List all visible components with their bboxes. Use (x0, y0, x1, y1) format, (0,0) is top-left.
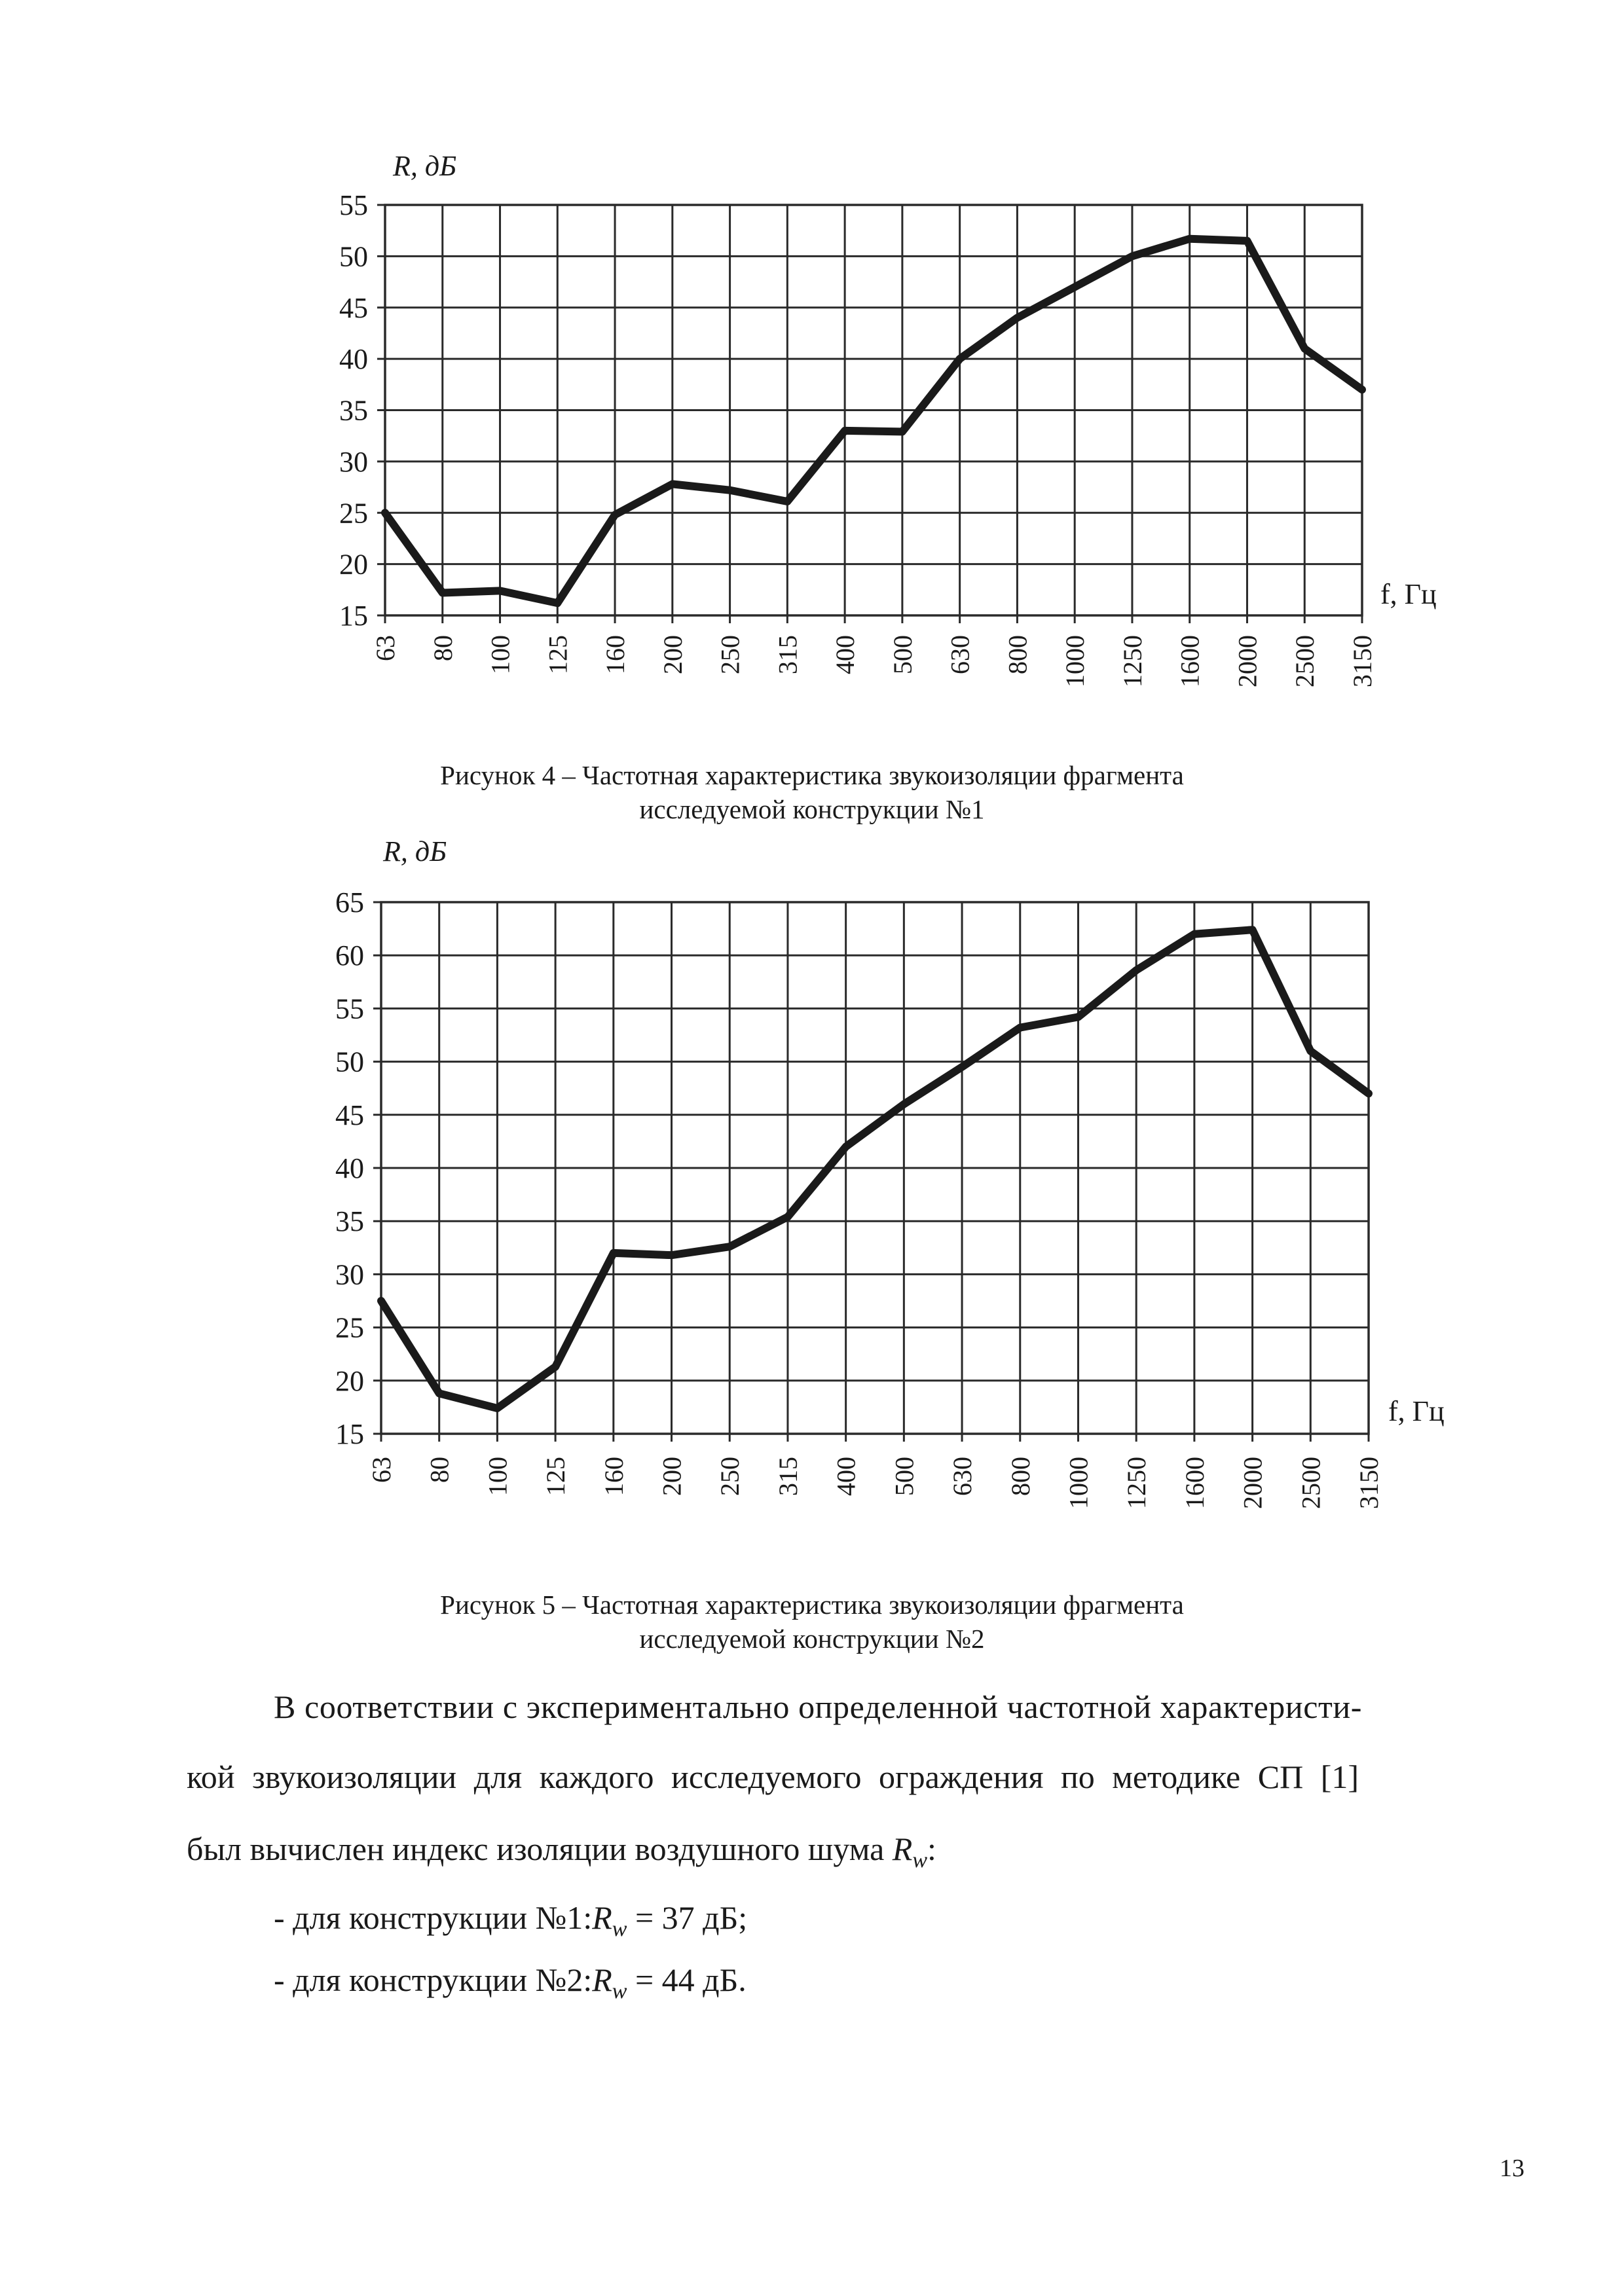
x-tick-label: 2000 (1232, 635, 1263, 687)
y-tick-label: 55 (335, 993, 364, 1025)
x-tick-label: 500 (889, 1457, 919, 1496)
result-2-subscript: w (612, 1979, 627, 2003)
x-tick-label: 100 (485, 635, 515, 674)
x-tick-label: 400 (831, 1457, 861, 1496)
y-tick-label: 15 (335, 1418, 364, 1450)
y-tick-label: 40 (335, 1152, 364, 1184)
chart-grid (373, 902, 1369, 1442)
x-tick-label: 3150 (1348, 635, 1377, 687)
data-point (726, 1243, 733, 1250)
result-1-subscript: w (612, 1917, 627, 1941)
x-tick-label: 400 (830, 635, 860, 674)
figure-5-caption-line1: Рисунок 5 – Частотная характеристика звукоизоляции фрагмента (440, 1590, 1184, 1620)
x-tick-label: 500 (887, 635, 917, 674)
data-point (900, 1101, 907, 1108)
x-tick-label: 80 (428, 635, 458, 661)
x-axis-label: f, Гц (1388, 1395, 1445, 1427)
x-tick-label: 1600 (1179, 1457, 1209, 1509)
y-tick-label: 35 (335, 1205, 364, 1238)
series-line (381, 930, 1369, 1408)
data-point (784, 1214, 791, 1220)
y-tick-label: 60 (335, 939, 364, 972)
result-construction-2 (274, 1961, 747, 2004)
data-point (494, 1405, 500, 1412)
paragraph-line-3-end: : (927, 1831, 936, 1867)
x-tick-label: 630 (948, 1457, 978, 1496)
x-tick-label: 2000 (1238, 1457, 1268, 1509)
y-tick-label: 45 (335, 1099, 364, 1131)
x-tick-label: 3150 (1354, 1457, 1384, 1509)
x-tick-label: 63 (367, 1457, 396, 1483)
x-tick-label: 1250 (1117, 635, 1147, 687)
x-tick-label: 1600 (1175, 635, 1205, 687)
x-tick-label: 250 (715, 1457, 745, 1496)
x-tick-label: 1250 (1122, 1457, 1152, 1509)
data-point (1133, 967, 1139, 974)
figure-5-caption (0, 1588, 1624, 1656)
data-point (1017, 1025, 1024, 1031)
x-tick-label: 2500 (1296, 1457, 1326, 1509)
x-tick-label: 100 (483, 1457, 513, 1496)
x-tick-label: 80 (424, 1457, 454, 1483)
x-tick-label: 800 (1003, 635, 1033, 674)
paragraph-line-3 (187, 1830, 936, 1873)
x-tick-label: 200 (657, 1457, 687, 1496)
x-tick-label: 200 (657, 635, 688, 674)
result-1-value: = 37 дБ; (627, 1899, 748, 1936)
x-tick-label: 1000 (1060, 635, 1090, 687)
x-tick-label: 250 (715, 635, 745, 674)
rw-symbol: R (892, 1831, 913, 1867)
y-tick-label: 40 (339, 343, 368, 376)
result-2-prefix: - для конструкции №2: (274, 1961, 593, 1998)
x-tick-label: 125 (541, 1457, 571, 1496)
y-tick-label: 25 (335, 1311, 364, 1344)
y-tick-label: 35 (339, 394, 368, 427)
x-tick-label: 160 (599, 1457, 629, 1496)
x-tick-label: 1000 (1063, 1457, 1094, 1509)
x-tick-label: 630 (945, 635, 975, 674)
y-tick-label: 25 (339, 497, 368, 530)
paragraph-line-1: В соответствии с экспериментально определенной частотной характеристи- (274, 1688, 1363, 1725)
x-tick-label: 63 (371, 635, 400, 661)
data-point (1365, 1090, 1372, 1097)
data-point (378, 1298, 384, 1304)
data-point (552, 1364, 559, 1370)
data-point (1307, 1048, 1314, 1054)
y-axis-label: R, дБ (383, 835, 447, 867)
page-number: 13 (1500, 2155, 1524, 2182)
result-1-prefix: - для конструкции №1: (274, 1899, 593, 1936)
result-construction-1 (274, 1899, 747, 1942)
data-point (436, 1390, 443, 1396)
data-point (1191, 931, 1198, 938)
result-1-symbol: R (592, 1899, 612, 1936)
y-tick-label: 15 (339, 600, 368, 632)
x-axis-label: f, Гц (1380, 578, 1437, 610)
figure-4-caption-line1: Рисунок 4 – Частотная характеристика звукоизоляции фрагмента (440, 760, 1184, 790)
y-tick-label: 55 (339, 189, 368, 221)
data-point (610, 1250, 617, 1256)
result-2-value: = 44 дБ. (627, 1961, 747, 1998)
rw-subscript: w (912, 1848, 927, 1872)
y-tick-label: 30 (339, 445, 368, 478)
data-point (669, 1252, 675, 1258)
y-tick-label: 20 (335, 1364, 364, 1397)
figure-4-caption-line2: исследуемой конструкции №1 (639, 794, 985, 824)
x-tick-label: 315 (773, 1457, 803, 1496)
y-axis-label: R, дБ (393, 150, 457, 182)
data-point (1249, 926, 1256, 933)
paragraph-line-3-text: был вычислен индекс изоляции воздушного шума (187, 1831, 893, 1867)
data-point (959, 1064, 965, 1070)
y-tick-label: 50 (339, 240, 368, 273)
data-point (1075, 1013, 1081, 1020)
y-tick-label: 30 (335, 1258, 364, 1291)
result-2-symbol: R (592, 1961, 612, 1998)
paragraph-line-2: кой звукоизоляции для каждого исследуемого ограждения по методике СП [1] (187, 1758, 1359, 1795)
y-tick-label: 65 (335, 886, 364, 919)
y-tick-label: 50 (335, 1046, 364, 1078)
x-tick-label: 800 (1005, 1457, 1035, 1496)
x-tick-label: 2500 (1290, 635, 1320, 687)
x-tick-label: 315 (773, 635, 803, 674)
data-point (843, 1144, 849, 1150)
x-tick-label: 160 (600, 635, 631, 674)
x-tick-label: 125 (543, 635, 573, 674)
figure-5-caption-line2: исследуемой конструкции №2 (639, 1624, 985, 1654)
y-tick-label: 45 (339, 291, 368, 324)
y-tick-label: 20 (339, 548, 368, 581)
